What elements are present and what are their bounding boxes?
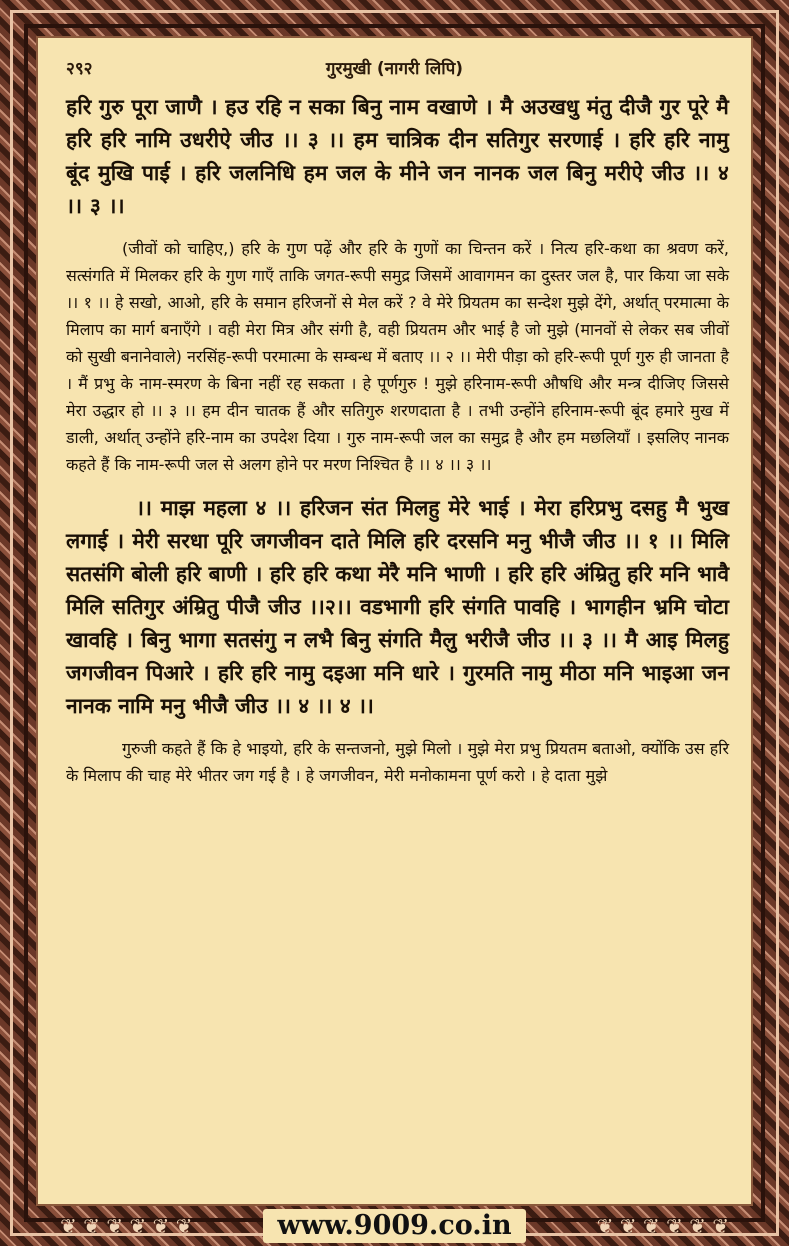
translation-paragraph-1: (जीवों को चाहिए,) हरि के गुण पढ़ें और हरि के गुणों का चिन्तन करें । नित्य हरि-कथा का श्रवण करें, सत्संगति में मिलकर हरि के गुण गाएँ ताकि जगत-रूपी समुद्र जिसमें आवागमन का दुस्तर जल है, पार किया जा सके ।। १ ।। हे सखो, आओ, हरि के समान हरिजनों से मेल करें ? वे मेरे प्रियतम का सन्देश मुझे देंगे, अर्थात् परमात्मा के मिलाप का मार्ग बनाएँगे । वही मेरा मित्र और संगी है, वही प्रियतम और भाई है जो मुझे (मानवों से लेकर सब जीवों को सुखी बनानेवाले) नरसिंह-रूपी परमात्मा के सम्बन्ध में बताए ।। २ ।। मेरी पीड़ा को हरि-रूपी पूर्ण गुरु ही जानता है । मैं प्रभु के नाम-स्मरण के बिना नहीं रह सकता । हे पूर्णगुरु ! मुझे हरिनाम-रूपी औषधि और मन्त्र दीजिए जिससे मेरा उद्धार हो ।। ३ ।। हम दीन चातक हैं और सतिगुरु शरणदाता है । तभी उन्होंने हरिनाम-रूपी बूंद हमारे मुख में डाली, अर्थात् उन्होंने हरि-नाम का उपदेश दिया । गुरु नाम-रूपी जल का समुद्र है और हम मछलियाँ । इसलिए नानक कहते हैं कि नाम-रूपी जल से अलग होने पर मरण निश्चित है ।। ४ ।। ३ ।। bbox=[66, 239, 729, 474]
translation-paragraph-2: गुरुजी कहते हैं कि हे भाइयो, हरि के सन्तजनो, मुझे मिलो । मुझे मेरा प्रभु प्रियतम बताओ, क्योंकि उस हरि के मिलाप की चाह मेरे भीतर जग गई है । हे जगजीवन, मेरी मनोकामना पूर्ण करो । हे दाता मुझे bbox=[66, 739, 729, 785]
scripture-page bbox=[36, 36, 753, 1206]
page-header bbox=[66, 56, 727, 79]
page-title: गुरमुखी (नागरी लिपि) bbox=[325, 59, 464, 79]
flourish-right-icon: ❦ ❦ ❦ ❦ ❦ ❦ bbox=[596, 1214, 729, 1238]
verse-block-1: हरि गुरु पूरा जाणै । हउ रहि न सका बिनु नाम वखाणे । मै अउखधु मंतु दीजै गुर पूरे मै हरि हरि नामि उधरीऐ जीउ ।। ३ ।। हम चात्रिक दीन सतिगुर सरणाई । हरि हरि नामु बूंद मुखि पाई । हरि जलनिधि हम जल के मीने जन नानक जल बिनु मरीऐ जीउ ।। ४ ।। ३ ।। bbox=[66, 95, 729, 218]
flourish-left-icon: ❦ ❦ ❦ ❦ ❦ ❦ bbox=[60, 1214, 193, 1238]
verse-block-2: ।। माझ महला ४ ।। हरिजन संत मिलहु मेरे भाई । मेरा हरिप्रभु दसहु मै भुख लगाई । मेरी सरधा पूरि जगजीवन दाते मिलि हरि दरसनि मनु भीजै जीउ ।। १ ।। मिलि सतसंगि बोली हरि बाणी । हरि हरि कथा मेरै मनि भाणी । हरि हरि अंम्रितु हरि मनि भावै मिलि सतिगुर अंम्रितु पीजै जीउ ।।२।। वडभागी हरि संगति पावहि । भागहीन भ्रमि चोटा खावहि । बिनु भागा सतसंगु न लभै बिनु संगति मैलु भरीजै जीउ ।। ३ ।। मै आइ मिलहु जगजीवन पिआरे । हरि हरि नामु दइआ मनि धारे । गुरमति नामु मीठा मनि भाइआ जन नानक नामि मनु भीजै जीउ ।। ४ ।। ४ ।। bbox=[66, 496, 729, 718]
page-footer bbox=[0, 1206, 789, 1246]
page-number: २९२ bbox=[66, 59, 93, 79]
website-url-link[interactable]: www.9009.co.in bbox=[263, 1209, 525, 1243]
